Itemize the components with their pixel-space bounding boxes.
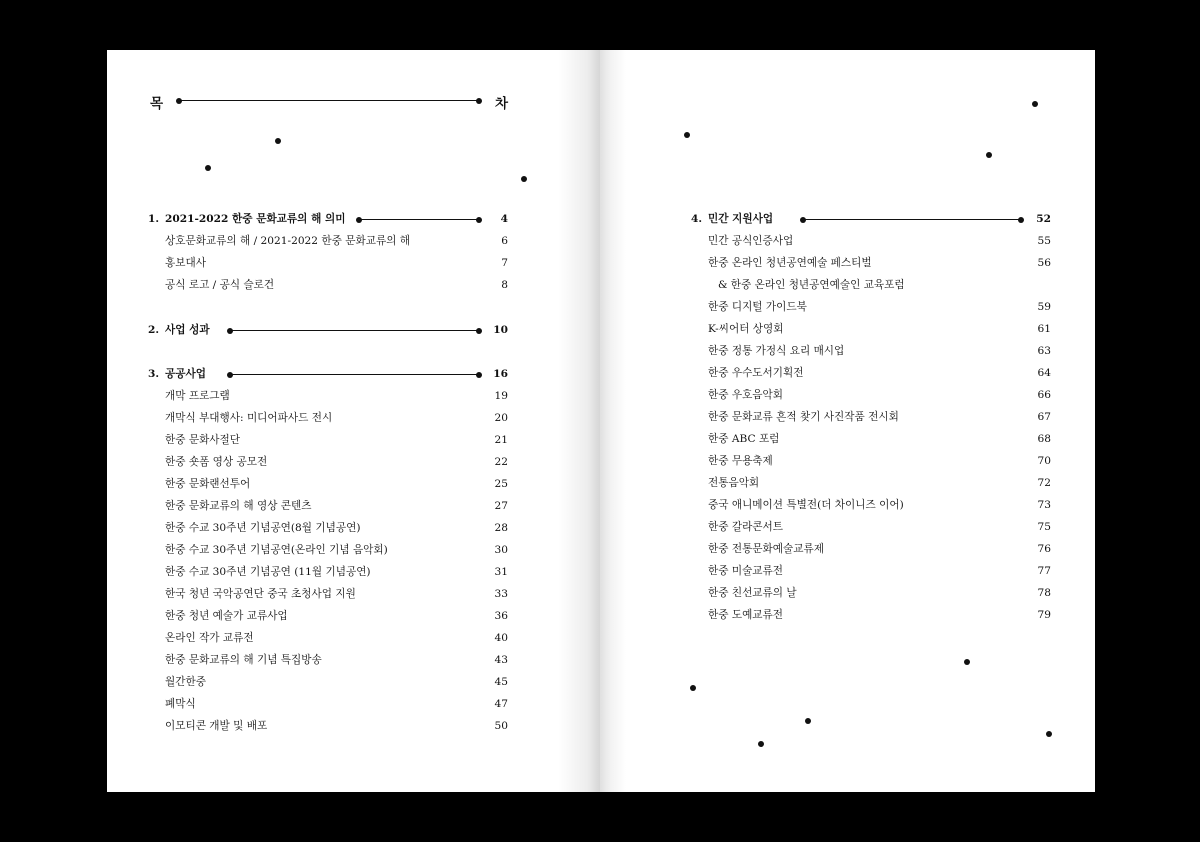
rule-dot-start [227,328,233,334]
item-label: K-씨어터 상영회 [708,323,784,335]
decorative-dot [758,741,764,747]
item-label: 한중 문화교류 흔적 찾기 사진작품 전시회 [708,411,899,423]
item-label: & 한중 온라인 청년공연예술인 교육포럼 [718,279,905,291]
section-rule [230,330,479,331]
toc-item[interactable] [691,234,1061,248]
toc-item[interactable] [148,631,510,645]
item-label: 전통음악회 [708,477,760,489]
section-title: 공공사업 [165,368,206,380]
item-label: 한중 도예교류전 [708,609,784,621]
page-number: 20 [494,412,508,424]
toc-item[interactable] [691,344,1061,358]
item-label: 한중 숏폼 영상 공모전 [165,456,268,468]
page-number: 55 [1037,235,1051,247]
page-number: 70 [1037,455,1051,467]
item-label: 한중 디지털 가이드북 [708,301,807,313]
page-number: 27 [494,500,508,512]
rule-dot-start [176,98,182,104]
page-number: 43 [494,654,508,666]
toc-item[interactable] [148,455,510,469]
section-title: 2021-2022 한중 문화교류의 해 의미 [165,213,346,225]
page-number: 45 [494,676,508,688]
page-number: 47 [494,698,508,710]
page-number: 50 [494,720,508,732]
decorative-dot [986,152,992,158]
page-number: 79 [1037,609,1051,621]
page-number: 77 [1037,565,1051,577]
page-number: 68 [1037,433,1051,445]
toc-item[interactable] [148,477,510,491]
item-label: 한중 ABC 포럼 [708,433,780,445]
item-label: 한중 문화교류의 해 기념 특집방송 [165,654,322,666]
toc-item[interactable] [148,565,510,579]
item-label: 한중 수교 30주년 기념공연(온라인 기념 음악회) [165,544,388,556]
toc-section-4[interactable] [691,212,1061,226]
toc-item[interactable] [691,322,1061,336]
page-number: 30 [494,544,508,556]
rule-dot-start [227,372,233,378]
toc-item[interactable] [691,498,1061,512]
toc-item[interactable] [691,410,1061,424]
toc-item[interactable] [148,256,510,270]
toc-item[interactable] [148,278,510,292]
page-number: 10 [493,324,508,336]
toc-title-char-2: 차 [495,96,509,112]
toc-section-1[interactable] [148,212,510,226]
item-label: 온라인 작가 교류전 [165,632,254,644]
item-label: 상호문화교류의 해 / 2021-2022 한중 문화교류의 해 [165,235,411,247]
toc-item[interactable] [148,389,510,403]
page-number: 31 [494,566,508,578]
item-label: 폐막식 [165,698,196,710]
toc-item[interactable] [148,433,510,447]
toc-section-2[interactable] [148,323,510,337]
item-label: 한중 우호음악회 [708,389,784,401]
page-number: 52 [1036,213,1051,225]
item-label: 한중 수교 30주년 기념공연 (11월 기념공연) [165,566,371,578]
page-number: 6 [501,235,508,247]
item-label: 공식 로고 / 공식 슬로건 [165,279,275,291]
item-label: 한중 문화교류의 해 영상 콘텐츠 [165,500,312,512]
item-label: 한중 수교 30주년 기념공연(8월 기념공연) [165,522,361,534]
page-number: 21 [494,434,508,446]
section-rule [803,219,1021,220]
toc-item[interactable] [691,586,1061,600]
page-number: 4 [500,213,508,225]
section-rule [230,374,479,375]
item-label: 한중 청년 예술가 교류사업 [165,610,288,622]
page-number: 8 [501,279,508,291]
title-rule [179,100,479,101]
toc-item[interactable] [691,366,1061,380]
page-number: 36 [494,610,508,622]
page-number: 75 [1037,521,1051,533]
toc-item[interactable] [148,609,510,623]
page-number: 19 [494,390,508,402]
item-label: 개막 프로그램 [165,390,230,402]
page-number: 66 [1037,389,1051,401]
toc-item[interactable] [691,256,1061,270]
page-number: 63 [1037,345,1051,357]
toc-item[interactable] [691,476,1061,490]
page-number: 28 [494,522,508,534]
toc-item[interactable] [148,697,510,711]
page-number: 73 [1037,499,1051,511]
toc-item[interactable] [148,234,510,248]
item-label: 개막식 부대행사: 미디어파사드 전시 [165,412,333,424]
section-number: 1. [148,213,160,225]
toc-item[interactable] [691,608,1061,622]
item-label: 한중 전통문화예술교류제 [708,543,824,555]
toc-item[interactable] [148,719,510,733]
decorative-dot [690,685,696,691]
item-label: 한국 청년 국악공연단 중국 초청사업 지원 [165,588,356,600]
decorative-dot [521,176,527,182]
toc-right [691,212,1061,632]
section-title: 민간 지원사업 [708,213,774,225]
toc-item[interactable] [691,520,1061,534]
toc-item[interactable] [148,411,510,425]
decorative-dot [684,132,690,138]
toc-item[interactable] [148,521,510,535]
gutter-shadow-right [600,50,626,792]
toc-section-3[interactable] [148,367,510,381]
page-number: 16 [493,368,508,380]
item-label: 한중 온라인 청년공연예술 페스티벌 [708,257,872,269]
page-number: 64 [1037,367,1051,379]
item-label: 이모티콘 개발 및 배포 [165,720,268,732]
toc-item[interactable] [148,675,510,689]
decorative-dot [1032,101,1038,107]
toc-item[interactable] [691,454,1061,468]
toc-item[interactable] [691,388,1061,402]
toc-item-continuation[interactable] [691,278,1061,292]
decorative-dot [275,138,281,144]
toc-item[interactable] [691,300,1061,314]
section-number: 2. [148,324,160,336]
page-number: 78 [1037,587,1051,599]
toc-item[interactable] [148,587,510,601]
item-label: 한중 정통 가정식 요리 매시업 [708,345,845,357]
item-label: 홍보대사 [165,257,206,269]
decorative-dot [205,165,211,171]
rule-dot-start [356,217,362,223]
item-label: 월간한중 [165,676,206,688]
item-label: 한중 무용축제 [708,455,773,467]
item-label: 한중 문화사절단 [165,434,241,446]
item-label: 민간 공식인증사업 [708,235,794,247]
page-number: 61 [1037,323,1051,335]
toc-title-char-1: 목 [150,96,164,112]
toc-item[interactable] [691,542,1061,556]
section-number: 3. [148,368,160,380]
page-number: 59 [1037,301,1051,313]
section-rule [359,219,479,220]
item-label: 한중 문화랜선투어 [165,478,251,490]
item-label: 중국 애니메이션 특별전(더 차이니즈 이어) [708,499,904,511]
item-label: 한중 갈라콘서트 [708,521,784,533]
section-title: 사업 성과 [165,324,210,336]
item-label: 한중 친선교류의 날 [708,587,797,599]
toc-item[interactable] [148,543,510,557]
toc-item[interactable] [148,653,510,667]
item-label: 한중 우수도서기획전 [708,367,804,379]
toc-item[interactable] [691,564,1061,578]
page-number: 72 [1037,477,1051,489]
toc-item[interactable] [691,432,1061,446]
rule-dot-start [800,217,806,223]
page-number: 7 [501,257,508,269]
decorative-dot [1046,731,1052,737]
page-number: 22 [494,456,508,468]
page-number: 40 [494,632,508,644]
decorative-dot [805,718,811,724]
page-number: 33 [494,588,508,600]
decorative-dot [964,659,970,665]
item-label: 한중 미술교류전 [708,565,784,577]
gutter-shadow-left [558,50,600,792]
rule-dot-end [476,98,482,104]
section-number: 4. [691,213,703,225]
left-page [107,50,600,792]
page-number: 25 [494,478,508,490]
toc-item[interactable] [148,499,510,513]
page-number: 56 [1037,257,1051,269]
page-number: 76 [1037,543,1051,555]
toc-left [148,212,510,772]
page-number: 67 [1037,411,1051,423]
right-page [600,50,1095,792]
